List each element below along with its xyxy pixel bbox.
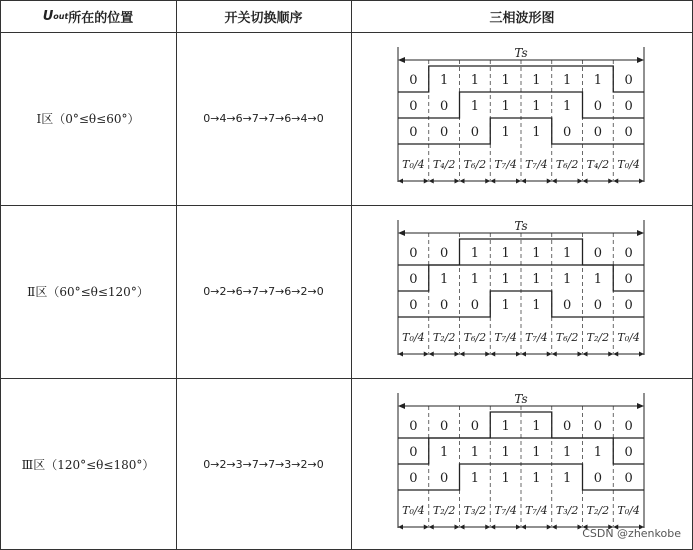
switch-state-value: 1 — [562, 73, 572, 88]
switch-state-value: 1 — [532, 298, 541, 313]
header-u-sub: out — [53, 11, 69, 21]
time-interval-label: T₆/2 — [555, 331, 579, 344]
period-label: Ts — [514, 219, 528, 233]
switch-state-value: 0 — [624, 471, 633, 486]
switch-state-value: 0 — [409, 272, 418, 287]
switch-state-value: 0 — [409, 298, 418, 313]
arrow-left-head — [398, 230, 405, 236]
period-label: Ts — [514, 392, 528, 406]
switch-state-value: 0 — [593, 298, 603, 313]
switch-state-value: 1 — [470, 99, 480, 114]
switch-state-value: 0 — [624, 99, 633, 114]
time-interval-label: T₀/4 — [402, 331, 425, 344]
switch-state-value: 1 — [501, 73, 510, 88]
switch-state-value: 1 — [501, 471, 510, 486]
switch-sequence-1: 0→4→6→7→7→6→4→0 — [203, 112, 324, 125]
switch-state-value: 1 — [501, 246, 510, 261]
switch-state-value: 1 — [501, 272, 510, 287]
switch-state-value: 0 — [439, 125, 449, 140]
switch-state-value: 0 — [409, 73, 418, 88]
switch-state-value: 0 — [409, 125, 418, 140]
switch-state-value: 0 — [624, 246, 633, 261]
switch-state-value: 1 — [532, 471, 541, 486]
header-switch-sequence: 开关切换顺序 — [224, 10, 303, 26]
switch-state-value: 0 — [470, 298, 480, 313]
switch-state-value: 1 — [470, 471, 480, 486]
switch-state-value: 0 — [439, 99, 449, 114]
switch-state-value: 1 — [562, 99, 572, 114]
switch-state-value: 1 — [562, 471, 572, 486]
switch-state-value: 0 — [593, 246, 603, 261]
switch-state-value: 0 — [624, 125, 633, 140]
switch-state-value: 1 — [501, 419, 510, 434]
switch-state-value: 1 — [501, 445, 510, 460]
time-interval-label: T₂/2 — [432, 331, 456, 344]
header-position-text: 所在的位置 — [68, 10, 134, 26]
switch-state-value: 1 — [439, 445, 449, 460]
switch-state-value: 1 — [532, 419, 541, 434]
switch-state-value: 1 — [593, 272, 603, 287]
switch-state-value: 0 — [593, 125, 603, 140]
switch-state-value: 0 — [624, 272, 633, 287]
switch-state-value: 1 — [532, 73, 541, 88]
time-interval-label: T₆/2 — [463, 158, 487, 171]
switch-state-value: 0 — [562, 298, 572, 313]
time-interval-label: T₃/2 — [555, 504, 579, 517]
switch-state-value: 1 — [470, 246, 480, 261]
switch-state-value: 0 — [409, 445, 418, 460]
switch-state-value: 1 — [593, 445, 603, 460]
time-interval-label: T₇/4 — [525, 158, 548, 171]
time-interval-label: T₀/4 — [617, 504, 640, 517]
switch-state-value: 0 — [439, 471, 449, 486]
time-interval-label: T₇/4 — [494, 158, 517, 171]
switch-state-value: 1 — [562, 246, 572, 261]
switch-state-value: 0 — [624, 298, 633, 313]
switch-state-value: 1 — [470, 445, 480, 460]
time-interval-label: T₀/4 — [402, 504, 425, 517]
switch-state-value: 0 — [593, 99, 603, 114]
switch-state-value: 0 — [439, 298, 449, 313]
time-interval-label: T₃/2 — [463, 504, 487, 517]
header-u: U — [42, 8, 54, 24]
time-interval-label: T₆/2 — [463, 331, 487, 344]
time-interval-label: T₂/2 — [586, 331, 610, 344]
switch-state-value: 1 — [439, 73, 449, 88]
time-interval-label: T₇/4 — [525, 331, 548, 344]
region-label-2: Ⅱ区（60°≤θ≤120°） — [27, 285, 149, 299]
switch-state-value: 1 — [562, 272, 572, 287]
switch-state-value: 0 — [409, 99, 418, 114]
period-label: Ts — [514, 46, 528, 60]
switch-state-value: 0 — [562, 419, 572, 434]
watermark: CSDN @zhenkobe — [582, 527, 681, 540]
switch-sequence-3: 0→2→3→7→7→3→2→0 — [203, 457, 324, 471]
time-interval-label: T₇/4 — [494, 504, 517, 517]
arrow-right-head — [637, 230, 644, 236]
switch-state-value: 1 — [532, 445, 541, 460]
switch-state-value: 0 — [470, 419, 480, 434]
switch-state-value: 1 — [501, 298, 510, 313]
switch-state-value: 0 — [593, 419, 603, 434]
time-interval-label: T₀/4 — [402, 158, 425, 171]
switch-state-value: 0 — [470, 125, 480, 140]
time-interval-label: T₇/4 — [525, 504, 548, 517]
time-interval-label: T₄/2 — [586, 158, 610, 171]
switch-state-value: 0 — [624, 73, 633, 88]
switch-state-value: 1 — [439, 272, 449, 287]
time-interval-label: T₂/2 — [432, 504, 456, 517]
switch-state-value: 0 — [624, 445, 633, 460]
switch-state-value: 1 — [593, 73, 603, 88]
arrow-right-head — [637, 403, 644, 409]
switch-state-value: 1 — [562, 445, 572, 460]
switch-state-value: 1 — [470, 272, 480, 287]
header-waveform: 三相波形图 — [489, 10, 555, 26]
region-label-3: Ⅲ区（120°≤θ≤180°） — [21, 457, 155, 472]
switch-state-value: 0 — [624, 419, 633, 434]
switch-state-value: 1 — [532, 272, 541, 287]
switch-state-value: 0 — [562, 125, 572, 140]
arrow-left-head — [398, 57, 405, 63]
switch-state-value: 1 — [470, 73, 480, 88]
time-interval-label: T₇/4 — [494, 331, 517, 344]
time-interval-label: T₂/2 — [586, 504, 610, 517]
waveform-diagram-3 — [351, 378, 693, 550]
switch-state-value: 0 — [439, 419, 449, 434]
switch-sequence-2: 0→2→6→7→7→6→2→0 — [203, 285, 324, 298]
waveform-diagram-2 — [351, 205, 693, 378]
switch-state-value: 0 — [439, 246, 449, 261]
header-position — [0, 0, 176, 32]
time-interval-label: T₆/2 — [555, 158, 579, 171]
arrow-left-head — [398, 403, 405, 409]
time-interval-label: T₄/2 — [432, 158, 456, 171]
switch-state-value: 1 — [501, 99, 510, 114]
switch-state-value: 1 — [532, 246, 541, 261]
switch-state-value: 1 — [532, 99, 541, 114]
waveform-diagram-1 — [351, 32, 693, 205]
region-label-1: Ⅰ区（0°≤θ≤60°） — [36, 112, 140, 126]
time-interval-label: T₀/4 — [617, 331, 640, 344]
switch-state-value: 1 — [532, 125, 541, 140]
switch-state-value: 1 — [501, 125, 510, 140]
switch-state-value: 0 — [409, 471, 418, 486]
switch-state-value: 0 — [593, 471, 603, 486]
time-interval-label: T₀/4 — [617, 158, 640, 171]
switch-state-value: 0 — [409, 246, 418, 261]
arrow-right-head — [637, 57, 644, 63]
switch-state-value: 0 — [409, 419, 418, 434]
